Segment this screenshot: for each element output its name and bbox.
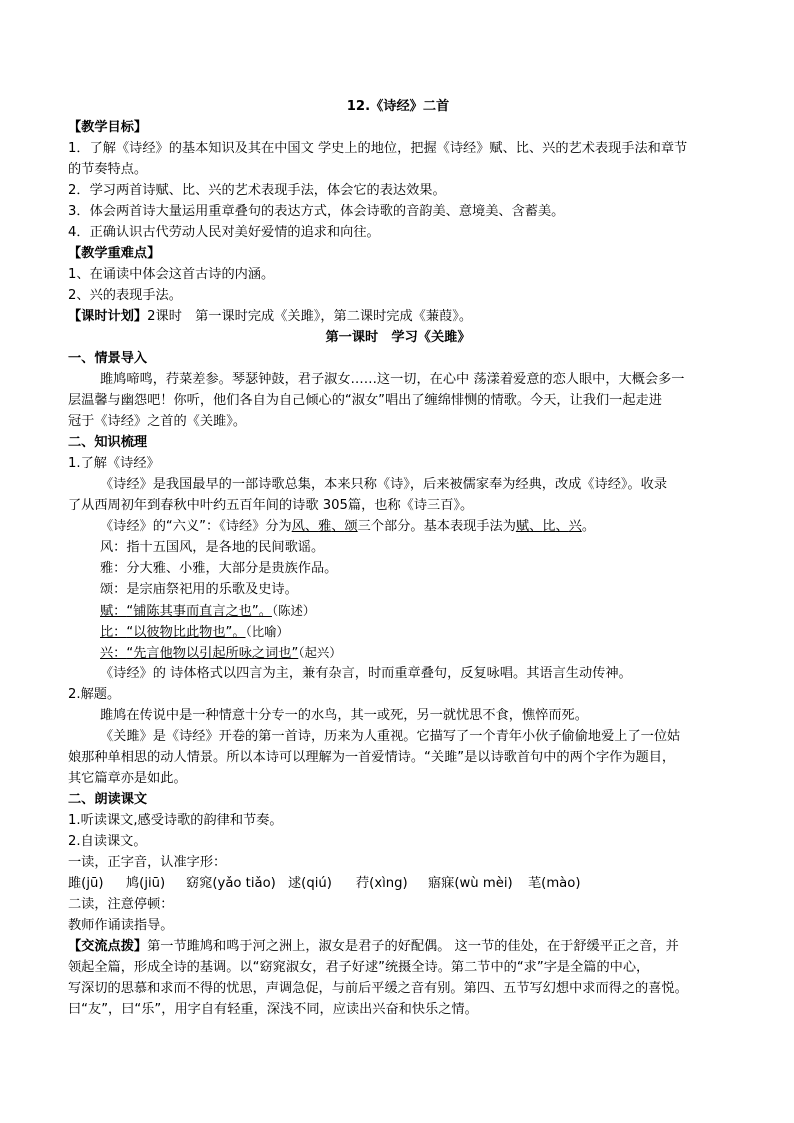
intro-line: 冠于《诗经》之首的《关雎》。 [68, 414, 247, 429]
separator: 、 [331, 519, 345, 534]
step-line: 2.自读课文。 [68, 834, 147, 849]
separator: 、 [555, 519, 569, 534]
objective-line: 1．了解《诗经》的基本知识及其在中国文 学史上的地位，把握《诗经》赋、比、兴的艺术表现手法和章节 [68, 141, 688, 156]
separator: 、 [304, 519, 319, 534]
fu-note: （陈述） [271, 603, 316, 618]
definition-line: 风：指十五国风，是各地的民间歌谣。 [100, 540, 325, 555]
comment-text: 第一节雎鸠和鸣于河之洲上，淑女是君子的好配偶。 这一节的佳处，在于舒缓平正之音，并 [147, 939, 679, 954]
comment-line: 写深切的思慕和求而不得的忧思，声调急促，与前后平缓之音有别。第四、五节写幻想中求而得之的喜悦。 [68, 981, 688, 996]
fu-quote: “铺陈其事而直言之也”。 [126, 604, 272, 619]
liuyi-pre: 《诗经》的“六义”：《诗经》分为 [100, 519, 292, 534]
keypoints-heading: 【教学重难点】 [68, 246, 161, 261]
term-feng: 风 [291, 519, 305, 534]
bi-term: 比： [100, 625, 127, 640]
term-xing: 兴 [568, 519, 582, 534]
paragraph-line: 娘那种单相思的动人情景。所以本诗可以理解为一首爱情诗。“关雎”是以诗歌首句中的两个字作为题目， [68, 750, 676, 765]
step-line: 1.听读课文,感受诗歌的韵律和节奏。 [68, 813, 283, 828]
lesson-title: 第一课时 学习《关雎》 [325, 330, 471, 345]
objectives-heading: 【教学目标】 [68, 120, 148, 135]
step-line: 教师作诵读指导。 [68, 918, 174, 933]
xing-note: （起兴） [298, 645, 342, 660]
term-bi: 比 [542, 519, 556, 534]
comment-line: 领起全篇，形成全诗的基调。以“窈窕淑女，君子好逑”统摄全诗。第二节中的“求”字是全篇的中心， [68, 960, 650, 975]
section-heading: 一、情景导入 [68, 351, 148, 366]
subsection-title: 1.了解《诗经》 [68, 456, 160, 471]
plan-label: 【课时计划】 [68, 309, 148, 324]
keypoint-line: 2、兴的表现手法。 [68, 288, 182, 303]
liuyi-mid: 三个部分。基本表现手法为 [357, 519, 516, 534]
form-line: 《诗经》的 诗体格式以四言为主，兼有杂言，时而重章叠句，反复咏唱。其语言生动传神。 [100, 666, 632, 681]
term-ya: 雅 [318, 519, 332, 534]
subsection-title: 2.解题。 [68, 687, 121, 702]
term-song: 颂 [344, 519, 358, 534]
bi-definition [100, 622, 728, 642]
separator: 、 [529, 519, 543, 534]
document-title: 12.《诗经》二首 [346, 99, 450, 114]
lesson-plan [68, 307, 728, 327]
section-heading: 二、朗读课文 [68, 792, 148, 807]
objective-line: 3．体会两首诗大量运用重章叠句的表达方式，体会诗歌的音韵美、意境美、含蓄美。 [68, 204, 565, 219]
intro-line: 层温馨与幽怨吧！你听，他们各自为自己倾心的“淑女”唱出了缠绵悱恻的情歌。今天，让我们一起走进 [68, 393, 662, 408]
definition-line: 颂：是宗庙祭祀用的乐歌及史诗。 [100, 582, 298, 597]
keypoint-line: 1、在诵读中体会这首古诗的内涵。 [68, 267, 275, 282]
pinyin-item: 寤寐(wù mèi) [428, 876, 513, 891]
bi-note: （比喻） [245, 624, 289, 639]
paragraph-line: 《关雎》是《诗经》开卷的第一首诗，历来为人重视。它描写了一个青年小伙子偷偷地爱上了一位姑 [100, 729, 681, 744]
objective-line: 4．正确认识古代劳动人民对美好爱情的追求和向往。 [68, 225, 380, 240]
paragraph-line: 其它篇章亦是如此。 [68, 771, 187, 786]
xing-quote: “先言他物以引起所咏之词也” [126, 646, 299, 661]
pinyin-line [68, 874, 728, 894]
comment-line [68, 937, 728, 957]
pinyin-item: 逑(qiú) [288, 876, 332, 891]
definition-line: 雅：分大雅、小雅，大部分是贵族作品。 [100, 561, 338, 576]
term-fu: 赋 [515, 519, 530, 534]
paragraph-line: 了从西周初年到春秋中叶约五百年间的诗歌 305篇，也称《诗三百》。 [68, 498, 474, 513]
pinyin-item: 芼(mào) [528, 876, 581, 891]
fu-definition [100, 601, 728, 621]
paragraph-line: 雎鸠在传说中是一种情意十分专一的水鸟，其一或死，另一就忧思不食，憔悴而死。 [100, 708, 588, 723]
comment-label: 【交流点拨】 [68, 939, 148, 954]
pinyin-item: 鸠(jiū) [126, 876, 166, 891]
pinyin-item: 窈窕(yǎo tiǎo) [186, 876, 276, 891]
plan-text: 2课时 第一课时完成《关雎》，第二课时完成《蒹葭》。 [147, 309, 473, 324]
pinyin-item: 荇(xìng) [356, 876, 408, 891]
section-heading: 二、知识梳理 [68, 435, 148, 450]
paragraph-line: 《诗经》是我国最早的一部诗歌总集，本来只称《诗》，后来被儒家奉为经典，改成《诗经》。收录 [100, 477, 668, 492]
liuyi-line [100, 517, 728, 537]
xing-term: 兴： [100, 646, 127, 661]
pinyin-item: 雎(jū) [68, 876, 104, 891]
comment-line: 曰“友”，曰“乐”，用字自有轻重，深浅不同，应读出兴奋和快乐之情。 [68, 1002, 478, 1017]
xing-definition [100, 643, 728, 663]
objective-line: 的节奏特点。 [68, 162, 148, 177]
fu-term: 赋： [100, 604, 127, 619]
bi-quote: “以彼物比此物也”。 [126, 625, 246, 640]
step-line: 一读，正字音，认准字形： [68, 855, 227, 870]
step-line: 二读，注意停顿： [68, 897, 174, 912]
liuyi-end: 。 [581, 519, 596, 534]
intro-line: 雎鸠啼鸣，荇菜差参。琴瑟钟鼓，君子淑女……这一切，在心中 荡漾着爱意的恋人眼中，大概会多一 [100, 372, 685, 387]
objective-line: 2．学习两首诗赋、比、兴的艺术表现手法，体会它的表达效果。 [68, 183, 446, 198]
